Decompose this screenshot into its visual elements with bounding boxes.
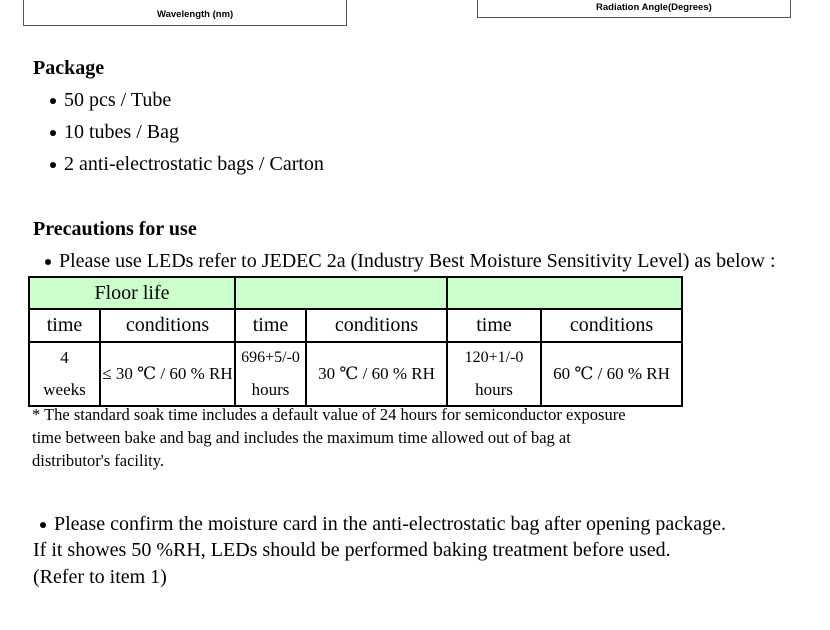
spectrum-x-axis-label: Wavelength (nm) bbox=[157, 9, 234, 20]
bullet-icon bbox=[40, 522, 46, 528]
refer-note: (Refer to item 1) bbox=[33, 566, 167, 588]
table-cell bbox=[447, 342, 541, 406]
package-item-text: 10 tubes / Bag bbox=[64, 121, 179, 143]
column-header: time bbox=[235, 309, 306, 342]
package-heading: Package bbox=[33, 57, 105, 79]
column-header: time bbox=[447, 309, 541, 342]
moisture-card-text: Please confirm the moisture card in the anti-electrostatic bag after opening package. bbox=[54, 513, 726, 535]
cell-value: 120+1/-0 bbox=[464, 349, 524, 366]
column-header: conditions bbox=[306, 309, 447, 342]
bullet-icon bbox=[50, 130, 56, 136]
footnote-line: * The standard soak time includes a default value of 24 hours for semiconductor exposure bbox=[32, 405, 626, 424]
package-item-text: 50 pcs / Tube bbox=[64, 89, 172, 111]
column-header: conditions bbox=[100, 309, 235, 342]
precautions-heading: Precautions for use bbox=[33, 218, 197, 240]
bullet-icon bbox=[45, 259, 51, 265]
radiation-x-axis-label: Radiation Angle(Degrees) bbox=[596, 2, 712, 13]
cell-unit: hours bbox=[475, 380, 513, 399]
table-cell: 60 ℃ / 60 % RH bbox=[541, 342, 682, 406]
footnote-line: distributor's facility. bbox=[32, 451, 165, 470]
cell-unit: weeks bbox=[43, 380, 86, 399]
package-item bbox=[50, 89, 171, 112]
cell-value: 4 bbox=[60, 348, 69, 367]
table-row bbox=[29, 342, 682, 406]
baking-note: If it showes 50 %RH, LEDs should be performed baking treatment before used. bbox=[33, 539, 671, 561]
cell-value: 696+5/-0 bbox=[241, 349, 300, 366]
column-header: time bbox=[29, 309, 100, 342]
bullet-icon bbox=[50, 162, 56, 168]
group-header-2 bbox=[235, 277, 447, 309]
jedec-intro-text: Please use LEDs refer to JEDEC 2a (Industry Best Moisture Sensitivity Level) as below : bbox=[59, 250, 776, 272]
table-cell: ≤ 30 ℃ / 60 % RH bbox=[100, 342, 235, 406]
table-cell bbox=[235, 342, 306, 406]
table-cell bbox=[29, 342, 100, 406]
jedec-intro bbox=[45, 250, 776, 273]
moisture-card-note bbox=[40, 513, 726, 536]
group-header-floor-life: Floor life bbox=[29, 277, 235, 309]
column-header: conditions bbox=[541, 309, 682, 342]
moisture-sensitivity-table bbox=[28, 276, 683, 407]
package-item bbox=[50, 121, 179, 144]
cell-unit: hours bbox=[251, 380, 290, 399]
package-item bbox=[50, 153, 324, 176]
table-group-header-row bbox=[29, 277, 682, 309]
table-column-header-row bbox=[29, 309, 682, 342]
package-item-text: 2 anti-electrostatic bags / Carton bbox=[64, 153, 324, 175]
bullet-icon bbox=[50, 98, 56, 104]
group-header-3 bbox=[447, 277, 682, 309]
footnote-line: time between bake and bag and includes the maximum time allowed out of bag at bbox=[32, 428, 571, 447]
table-cell: 30 ℃ / 60 % RH bbox=[306, 342, 447, 406]
